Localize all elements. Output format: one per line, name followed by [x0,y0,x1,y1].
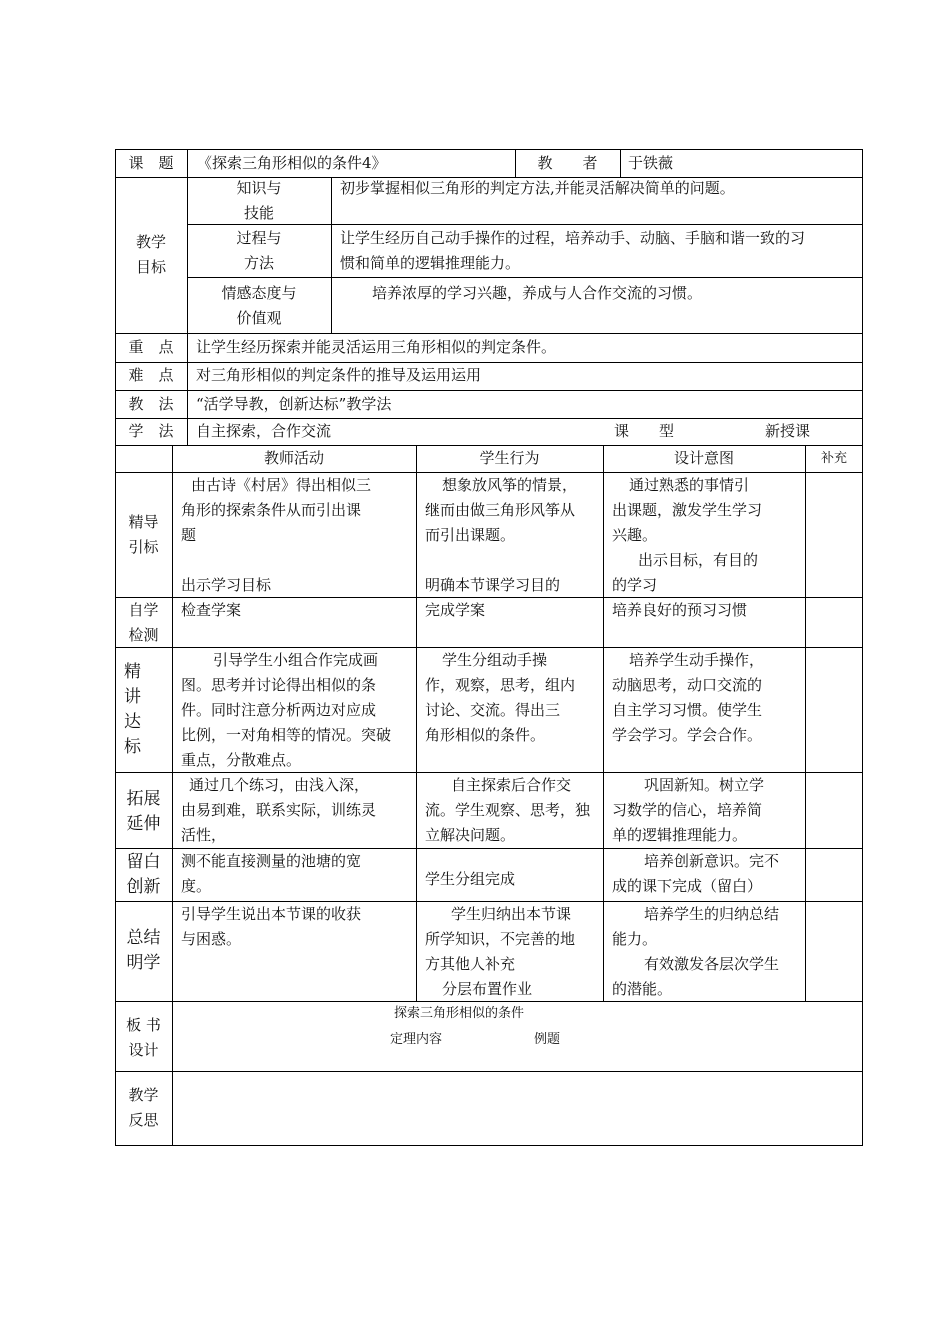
method-value: “活学导教，创新达标”教学法 [196,395,392,413]
student-behavior [425,648,575,748]
objective-text-emotion [372,281,702,306]
text-line: 测不能直接测量的池塘的宽 [181,852,362,870]
grid-line [115,1071,863,1072]
objective-name-line: 价值观 [236,309,282,327]
text-line [425,548,577,573]
section-label-line: 总结 [126,928,161,948]
column-header-intent: 设计意图 [673,449,734,467]
text-line: 培养创新意识。完不 [644,852,780,870]
text-line: 出课题，激发学生学习 [612,501,763,519]
text-line: 的潜能。 [612,980,673,998]
grid-line [115,390,863,391]
teacher-label: 教 者 [537,154,598,172]
text-line: 引导学生说出本节课的收获 [181,905,362,923]
text-line: 培养学生动手操作， [629,651,765,669]
reflection-label [115,1083,172,1133]
section-label-line: 教学 [128,1086,159,1104]
key-point-label: 重 点 [128,338,174,356]
design-intent [612,849,779,899]
objectives-label [115,230,187,280]
grid-line [187,277,863,278]
section-label-line: 达 [124,712,141,732]
section-label [115,598,172,648]
text-line: 自主探索后合作交 [451,776,572,794]
text-line: 能力。 [612,930,658,948]
text-line: 引导学生小组合作完成画 [213,651,379,669]
design-intent [612,902,779,1002]
difficulty-label: 难 点 [128,366,174,384]
section-label-line: 标 [124,737,141,757]
section-label-line: 板 书 [126,1016,161,1034]
objectives-label-line: 目标 [135,258,166,276]
section-label [115,926,172,976]
grid-line [620,149,621,178]
section-label-line: 创新 [126,877,161,897]
text-line: 动脑思考，动口交流的 [612,676,763,694]
text-line: 有效激发各层次学生 [644,955,780,973]
text-line: 出示学习目标 [181,576,272,594]
grid-line [416,445,417,1002]
student-behavior: 完成学案 [425,601,486,619]
section-label [115,787,172,837]
board-item-theorem: 定理内容 [390,1032,443,1047]
student-behavior [425,773,590,848]
section-label [115,660,150,760]
text-line: 角形相似的条件。 [425,726,546,744]
section-label [115,850,172,900]
objective-name-line: 技能 [243,204,274,222]
text-line: 自主学习习惯。使学生 [612,701,763,719]
teacher-activity [181,849,361,899]
text-line: 活性， [181,826,227,844]
grid-line [331,177,332,334]
student-behavior [425,473,577,598]
grid-line [187,333,188,446]
text-line: 由易到难，联系实际，训练灵 [181,801,377,819]
board-design-label [115,1013,172,1063]
lesson-type-label: 课 型 [614,422,675,440]
text-line: 题 [181,526,197,544]
text-line: 出示目标，有目的 [638,551,759,569]
section-label-line: 拓展 [126,789,161,809]
text-line: 由古诗《村居》得出相似三 [191,476,372,494]
text-line: 学生分组动手操 [442,651,548,669]
section-label-line: 讲 [124,687,141,707]
objective-name-line: 过程与 [236,229,282,247]
grid-line [805,445,806,1002]
teacher-activity [181,902,361,952]
text-line: 讨论、交流。得出三 [425,701,561,719]
text-line: 角形的探索条件从而引出课 [181,501,362,519]
student-behavior [425,902,575,1002]
column-header-student: 学生行为 [479,449,540,467]
text-line: 立解决问题。 [425,826,516,844]
text-line [181,548,371,573]
objective-name-line: 知识与 [236,179,282,197]
text-line: 比例，一对角相等的情况。突破 [181,726,392,744]
text-line: 方其他人补充 [425,955,516,973]
text-line: 所学知识，不完善的地 [425,930,576,948]
grid-line [115,333,863,334]
design-intent: 培养良好的预习习惯 [612,601,748,619]
section-label [115,510,172,560]
objective-text-line: 惯和简单的逻辑推理能力。 [340,254,521,272]
section-label-line: 引标 [128,538,159,556]
lesson-type-value: 新授课 [765,422,811,440]
objective-text-knowledge [340,176,735,201]
board-item-example: 例题 [534,1032,561,1047]
text-line: 想象放风筝的情景， [442,476,578,494]
objective-name-line: 方法 [243,254,274,272]
text-line: 习数学的信心，培养简 [612,801,763,819]
text-line: 作，观察，思考，组内 [425,676,576,694]
text-line: 流。学生观察、思考，独 [425,801,591,819]
text-line: 的学习 [612,576,658,594]
board-title: 探索三角形相似的条件 [394,1006,525,1021]
objective-name-line: 情感态度与 [221,284,297,302]
column-header-supplement: 补充 [820,451,847,466]
section-label-line: 明学 [126,953,161,973]
study-value: 自主探索，合作交流 [196,422,332,440]
section-label-line: 检测 [128,626,159,644]
text-line: 与困惑。 [181,930,242,948]
section-label-line: 设计 [128,1041,159,1059]
text-line: 件。同时注意分析两边对应成 [181,701,377,719]
difficulty-value: 对三角形相似的判定条件的推导及运用运用 [196,366,482,384]
text-line: 培养学生的归纳总结 [644,905,780,923]
section-label-line: 留白 [126,852,161,872]
grid-line [603,445,604,1002]
text-line: 继而由做三角形风筝从 [425,501,576,519]
teacher-activity [181,773,376,848]
text-line: 成的课下完成（留白） [612,877,763,895]
objectives-label-line: 教学 [135,233,166,251]
text-line: 图。思考并讨论得出相似的条 [181,676,377,694]
objective-name-process [187,226,331,276]
objective-text-line: 让学生经历自己动手操作的过程，培养动手、动脑、手脑和谐一致的习 [340,229,806,247]
text-line: 而引出课题。 [425,526,516,544]
topic-value: 《探索三角形相似的条件4》 [197,154,387,172]
objective-text-line: 初步掌握相似三角形的判定方法,并能灵活解决简单的问题。 [340,179,735,197]
text-line: 度。 [181,877,212,895]
study-label: 学 法 [128,422,174,440]
text-line: 学会学习。学会合作。 [612,726,763,744]
grid-line [172,445,173,1146]
text-line: 分层布置作业 [442,980,533,998]
design-intent [612,648,764,748]
text-line: 兴趣。 [612,526,658,544]
objective-name-knowledge [187,176,331,226]
text-line: 明确本节课学习目的 [425,576,561,594]
section-label-line: 精导 [128,513,159,531]
teacher-activity: 检查学案 [181,601,242,619]
column-header-teacher: 教师活动 [263,449,324,467]
text-line: 通过几个练习，由浅入深， [189,776,370,794]
topic-label: 课 题 [128,154,174,172]
text-line: 学生归纳出本节课 [451,905,572,923]
section-label-line: 延伸 [126,814,161,834]
objective-text-process [340,226,805,276]
design-intent [612,473,762,598]
objective-text-line: 培养浓厚的学习兴趣，养成与人合作交流的习惯。 [372,284,703,302]
text-line: 单的逻辑推理能力。 [612,826,748,844]
objective-name-emotion [187,281,331,331]
teacher-activity [181,648,391,773]
design-intent [612,773,764,848]
section-label-line: 反思 [128,1111,159,1129]
text-line: 通过熟悉的事情引 [629,476,750,494]
section-label-line: 自学 [128,601,159,619]
text-line: 重点，分散难点。 [181,751,302,769]
text-line: 巩固新知。树立学 [644,776,765,794]
key-point-value: 让学生经历探索并能灵活运用三角形相似的判定条件。 [196,338,557,356]
student-behavior: 学生分组完成 [425,870,516,888]
method-label: 教 法 [128,395,174,413]
teacher-activity [181,473,371,598]
teacher-value: 于铁薇 [628,154,674,172]
section-label-line: 精 [124,662,141,682]
